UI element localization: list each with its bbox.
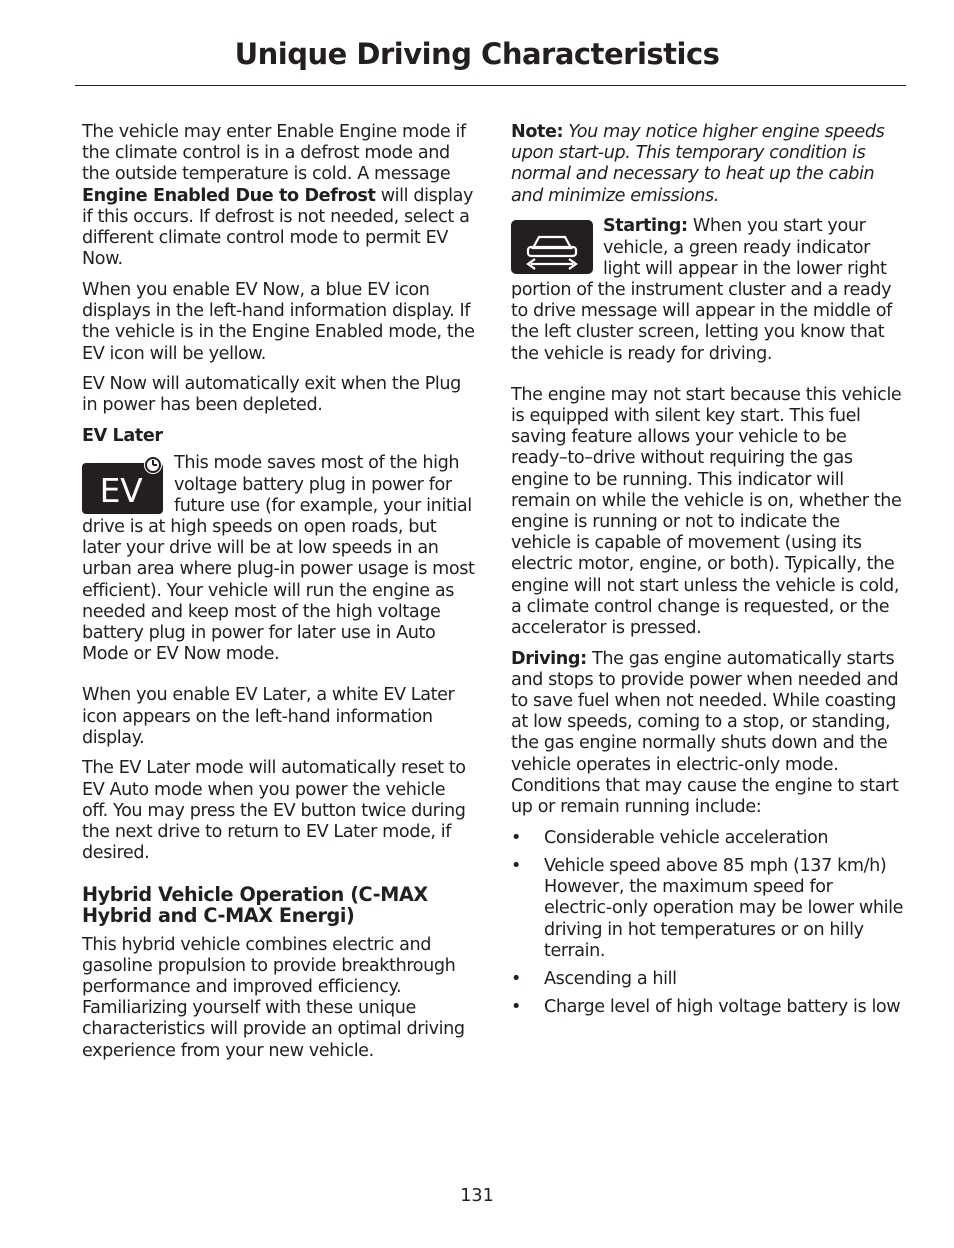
page-title: Unique Driving Characteristics xyxy=(234,37,720,71)
note-label: Note: xyxy=(511,122,564,142)
bullet: • xyxy=(511,997,521,1018)
ev-later-icon xyxy=(82,457,165,515)
bullet: • xyxy=(511,827,521,848)
page-number: 131 xyxy=(460,1186,494,1206)
paragraph-silent-key-start: The engine may not start because this vehicle is equipped with silent key start. This fuel saving feature allows your vehicle to be ready–to–drive without requiring the gas engine to be running. This indicator will remain on while the vehicle is on, whether the engine is running or not to indicate the vehicle is capable of movement (using its electric motor, engine, or both). Typically, the engine will not start unless the vehicle is cold, a climate control change is requested, or the accelerator is pressed. xyxy=(511,384,902,638)
paragraph-ev-later: EV This mode saves most of the high voltage battery plug in power for future use (for example, your initial drive is at high speeds on open roads, but later your drive will be at low speeds in an urban area where plug-in power usage is most efficient). Your vehicle will run the engine as needed and keep most of the high voltage battery plug in power for later use in Auto Mode or EV Now mode. xyxy=(82,453,475,665)
starting-label: Starting: xyxy=(603,216,688,237)
ev-later-heading: EV Later xyxy=(82,426,163,447)
list-item: • Vehicle speed above 85 mph (137 km/h) However, the maximum speed for electric-only operation may be lower while driving in hot temperatures or on hilly terrain. xyxy=(511,856,903,961)
paragraph-hybrid-intro: This hybrid vehicle combines electric and gasoline propulsion to provide breakthrough performance and improved efficiency. Familiarizing yourself with these unique characteristics will provide an optimal driving experience from your new vehicle. xyxy=(82,934,465,1061)
right-column xyxy=(511,122,904,1025)
left-column xyxy=(82,122,475,1071)
paragraph-ev-now-icon: When you enable EV Now, a blue EV icon displays in the left-hand information display. If the vehicle is in the Engine Enabled mode, the EV icon will be yellow. xyxy=(82,279,475,364)
bullet: • xyxy=(511,856,521,876)
header-rule xyxy=(75,85,906,86)
list-item: • Charge level of high voltage battery is low xyxy=(511,997,901,1018)
driving-label: Driving: xyxy=(511,648,587,669)
ev-icon-label: EV xyxy=(99,471,143,511)
paragraph-starting: Starting: When you start your vehicle, a green ready indicator light will appear in the lower right portion of the instrument cluster and a ready to drive message will appear in the middle of the left cluster screen, letting you know that the vehicle is ready for driving. xyxy=(511,216,892,364)
list-item: • Ascending a hill xyxy=(511,969,677,990)
bullet: • xyxy=(511,969,521,990)
paragraph-ev-later-reset: The EV Later mode will automatically reset to EV Auto mode when you power the vehicle off. You may press the EV button twice during the next drive to return to EV Later mode, if desired. xyxy=(82,758,466,864)
paragraph-ev-now-exit: EV Now will automatically exit when the Plug in power has been depleted. xyxy=(82,374,461,416)
paragraph-enable-engine: The vehicle may enter Enable Engine mode if the climate control is in a defrost mode and the outside temperature is cold. A message Engine Enabled Due to Defrost will display if this occurs. If defrost is not needed, select a different climate control mode to permit EV Now. xyxy=(82,122,474,270)
note-paragraph: Note: You may notice higher engine speeds upon start-up. This temporary condition is normal and necessary to heat up the cabin and minimize emissions. xyxy=(511,122,885,206)
ready-to-drive-icon xyxy=(511,220,594,275)
paragraph-ev-later-icon: When you enable EV Later, a white EV Later icon appears on the left-hand information display. xyxy=(82,685,455,748)
message-engine-enabled: Engine Enabled Due to Defrost xyxy=(82,185,376,206)
section-heading-hybrid: Hybrid Vehicle Operation (C-MAX Hybrid and C-MAX Energi) xyxy=(82,882,428,927)
engine-start-conditions-list xyxy=(511,828,904,1019)
list-item: • Considerable vehicle acceleration xyxy=(511,827,829,848)
paragraph-driving: Driving: The gas engine automatically starts and stops to provide power when needed and to save fuel when not needed. While coasting at low speeds, coming to a stop, or standing, the gas engine normally shuts down and the vehicle operates in electric-only mode. Conditions that may cause the engine to start up or remain running include: xyxy=(511,648,899,818)
